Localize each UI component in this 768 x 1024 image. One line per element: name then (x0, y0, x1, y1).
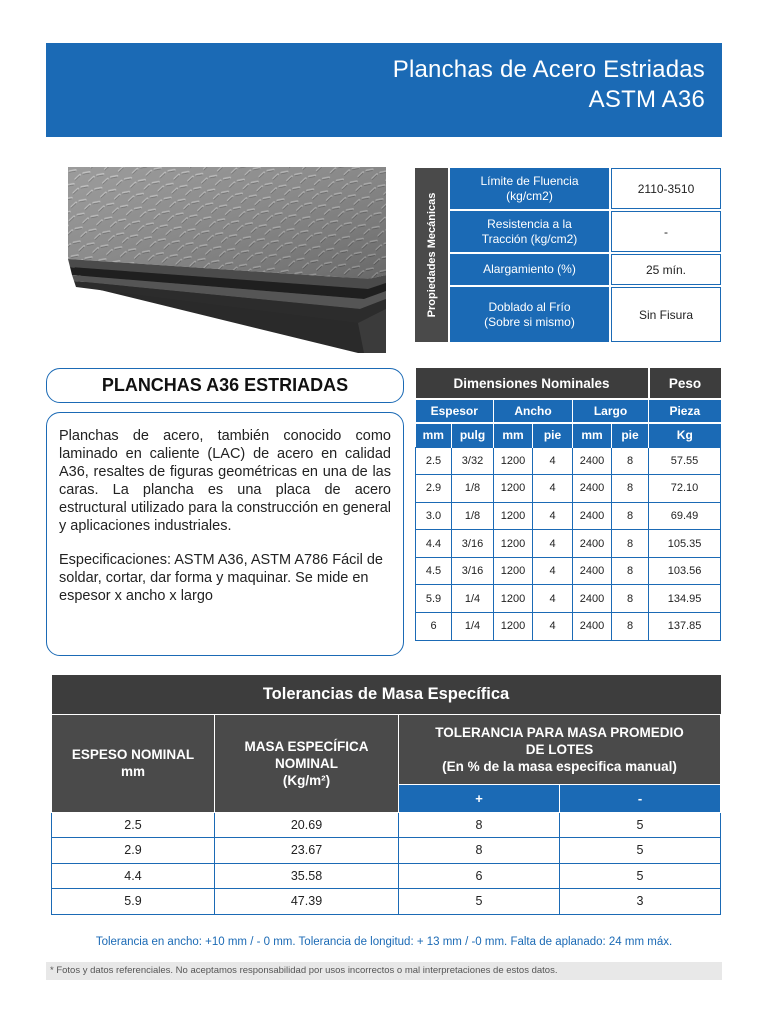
dims-unit: pie (612, 423, 649, 447)
dims-cell: 8 (612, 447, 649, 475)
mech-row-alargamiento (450, 254, 721, 285)
dims-cell: 105.35 (649, 530, 721, 558)
disclaimer: * Fotos y datos referenciales. No aceptamos responsabilidad por usos incorrectos o mal interpretaciones de estos datos. (46, 962, 722, 980)
dims-row (416, 475, 721, 503)
dims-cell: 2400 (573, 585, 612, 613)
page-subtitle: ASTM A36 (588, 86, 705, 113)
dims-cell: 1200 (494, 502, 533, 530)
mech-value: 2110-3510 (611, 168, 721, 209)
dims-title-row (416, 368, 721, 399)
tolerance-table (51, 675, 721, 915)
dims-unit: pie (533, 423, 573, 447)
dims-cell: 1200 (494, 613, 533, 641)
tol-cell: 2.5 (52, 812, 215, 838)
dims-cell: 2400 (573, 502, 612, 530)
tol-row (52, 863, 721, 889)
dims-cell: 8 (612, 557, 649, 585)
tol-cell: 4.4 (52, 863, 215, 889)
dims-cell: 2400 (573, 613, 612, 641)
dims-cell: 8 (612, 502, 649, 530)
dims-cell: 4 (533, 613, 573, 641)
tol-cell: 5 (560, 838, 721, 864)
mech-row-doblado (450, 287, 721, 342)
tol-row (52, 889, 721, 915)
dims-cell: 2400 (573, 447, 612, 475)
product-photo (68, 167, 386, 353)
tol-row (52, 838, 721, 864)
dims-cell: 4.5 (416, 557, 452, 585)
dims-cell: 2400 (573, 475, 612, 503)
dims-group-ancho: Ancho (494, 399, 573, 423)
dims-title: Dimensiones Nominales (416, 368, 649, 399)
mech-row-fluencia (450, 168, 721, 209)
dims-unit: mm (494, 423, 533, 447)
dims-cell: 72.10 (649, 475, 721, 503)
dims-cell: 137.85 (649, 613, 721, 641)
dims-cell: 2.5 (416, 447, 452, 475)
dims-cell: 69.49 (649, 502, 721, 530)
tol-cell: 3 (560, 889, 721, 915)
dims-row (416, 613, 721, 641)
description-paragraph: Planchas de acero, también conocido como laminado en caliente (LAC) de acero en calidad A36, resaltes de figuras geométricas en una de las caras. La plancha es una placa de acero estructural utilizado para la construcción en general y aplicaciones industriales. (59, 428, 391, 534)
dimensions-table (415, 368, 721, 641)
tol-cell: 35.58 (215, 863, 399, 889)
mech-side-label: Propiedades Mecánicas (415, 168, 448, 342)
tol-cell: 5 (399, 889, 560, 915)
dims-unit-row (416, 423, 721, 447)
tol-cell: 5.9 (52, 889, 215, 915)
tol-header-masa: MASA ESPECÍFICA NOMINAL (Kg/m²) (215, 714, 399, 812)
dims-cell: 8 (612, 475, 649, 503)
dims-cell: 3/16 (452, 530, 494, 558)
mech-label: Límite de Fluencia (kg/cm2) (450, 168, 609, 209)
dims-unit: pulg (452, 423, 494, 447)
mech-value: - (611, 211, 721, 252)
dims-cell: 1/8 (452, 475, 494, 503)
tol-title-row (52, 675, 721, 714)
dims-group-pieza: Pieza (649, 399, 721, 423)
dims-row (416, 530, 721, 558)
tol-row (52, 812, 721, 838)
dims-cell: 5.9 (416, 585, 452, 613)
tol-cell: 47.39 (215, 889, 399, 915)
tol-header-tolerancia: TOLERANCIA PARA MASA PROMEDIO DE LOTES (En % de la masa especifica manual) (399, 714, 721, 784)
dims-unit: Kg (649, 423, 721, 447)
dims-cell: 1200 (494, 530, 533, 558)
page-title: Planchas de Acero Estriadas (392, 56, 705, 83)
dims-cell: 4.4 (416, 530, 452, 558)
dims-cell: 2400 (573, 557, 612, 585)
dims-row (416, 502, 721, 530)
product-description (46, 412, 404, 656)
product-title: PLANCHAS A36 ESTRIADAS (46, 368, 404, 403)
tol-cell: 5 (560, 812, 721, 838)
dims-cell: 8 (612, 613, 649, 641)
mech-value: 25 mín. (611, 254, 721, 285)
dims-row (416, 585, 721, 613)
dims-row (416, 447, 721, 475)
dims-peso-header: Peso (649, 368, 721, 399)
dims-cell: 1200 (494, 557, 533, 585)
tol-cell: 5 (560, 863, 721, 889)
dims-cell: 4 (533, 530, 573, 558)
dims-cell: 4 (533, 585, 573, 613)
dims-cell: 1200 (494, 475, 533, 503)
dims-cell: 1200 (494, 447, 533, 475)
tol-minus-header: - (560, 784, 721, 812)
dims-row (416, 557, 721, 585)
mech-row-traccion (450, 211, 721, 252)
dims-group-largo: Largo (573, 399, 649, 423)
page-header (46, 43, 722, 137)
tol-cell: 8 (399, 812, 560, 838)
tol-cell: 6 (399, 863, 560, 889)
dims-group-espesor: Espesor (416, 399, 494, 423)
tol-header-row (52, 714, 721, 784)
dims-group-row (416, 399, 721, 423)
dims-unit: mm (416, 423, 452, 447)
mech-label: Doblado al Frío (Sobre si mismo) (450, 287, 609, 342)
dims-cell: 4 (533, 447, 573, 475)
tol-header-espesor: ESPESO NOMINAL mm (52, 714, 215, 812)
mech-value: Sin Fisura (611, 287, 721, 342)
dims-cell: 2.9 (416, 475, 452, 503)
mechanical-properties (415, 168, 721, 342)
tol-cell: 8 (399, 838, 560, 864)
dims-cell: 1/8 (452, 502, 494, 530)
dims-cell: 4 (533, 557, 573, 585)
dims-cell: 2400 (573, 530, 612, 558)
mech-label: Alargamiento (%) (450, 254, 609, 285)
tol-cell: 2.9 (52, 838, 215, 864)
dims-cell: 103.56 (649, 557, 721, 585)
dims-cell: 3/32 (452, 447, 494, 475)
tol-plus-header: + (399, 784, 560, 812)
tol-title: Tolerancias de Masa Específica (52, 675, 721, 714)
dims-cell: 8 (612, 585, 649, 613)
dims-cell: 134.95 (649, 585, 721, 613)
dims-cell: 1200 (494, 585, 533, 613)
tol-cell: 20.69 (215, 812, 399, 838)
dims-cell: 8 (612, 530, 649, 558)
dims-cell: 1/4 (452, 585, 494, 613)
specifications-paragraph: Especificaciones: ASTM A36, ASTM A786 Fácil de soldar, cortar, dar forma y maquinar. Se mide en espesor x ancho x largo (59, 552, 383, 604)
dims-cell: 57.55 (649, 447, 721, 475)
dims-cell: 1/4 (452, 613, 494, 641)
dims-cell: 3/16 (452, 557, 494, 585)
dims-cell: 3.0 (416, 502, 452, 530)
dims-cell: 4 (533, 502, 573, 530)
mech-label: Resistencia a la Tracción (kg/cm2) (450, 211, 609, 252)
tol-cell: 23.67 (215, 838, 399, 864)
dims-unit: mm (573, 423, 612, 447)
tolerance-note: Tolerancia en ancho: +10 mm / - 0 mm. Tolerancia de longitud: + 13 mm / -0 mm. Falta de aplanado: 24 mm máx. (95, 936, 673, 948)
dims-cell: 6 (416, 613, 452, 641)
dims-cell: 4 (533, 475, 573, 503)
